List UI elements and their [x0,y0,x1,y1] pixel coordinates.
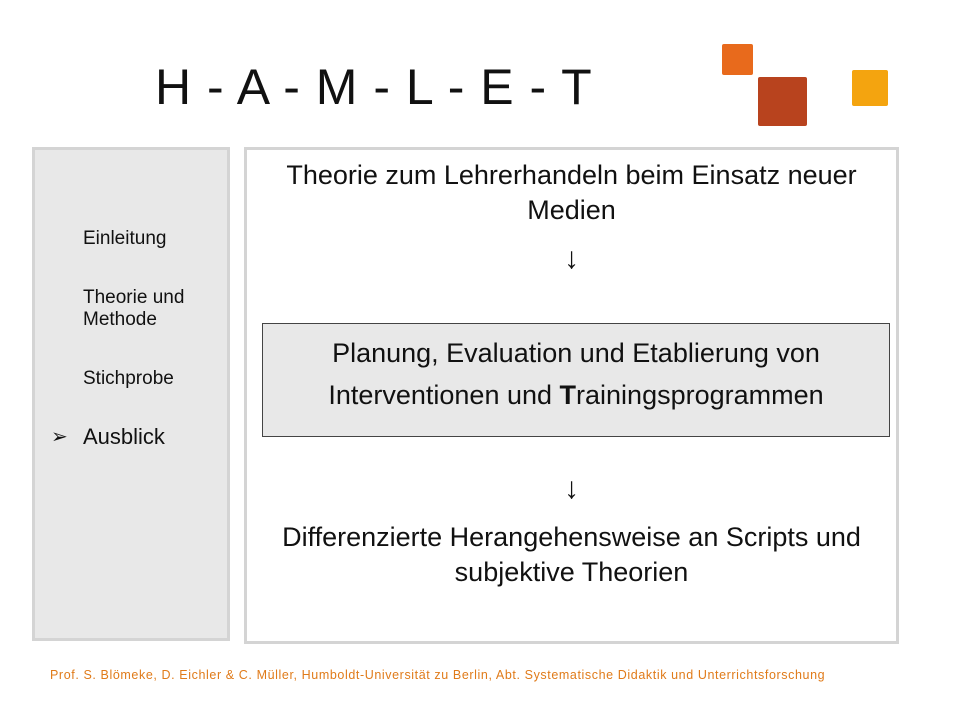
content-theory-text: Theorie zum Lehrerhandeln beim Einsatz neuer Medien [286,160,857,225]
sidebar-item-theorie-und-methode[interactable]: Theorie und Methode [83,287,185,330]
logo-square-large [758,77,807,126]
highlight-line-2-end: rainingsprogrammen [576,380,824,410]
sidebar-item-stichprobe[interactable]: Stichprobe [83,368,174,389]
sidebar-item-einleitung[interactable]: Einleitung [83,228,167,249]
footer-credits: Prof. S. Blömeke, D. Eichler & C. Müller, Humboldt-Universität zu Berlin, Abt. Systematische Didaktik und Unterrichtsforschung [50,668,826,682]
highlight-box [262,323,890,437]
sidebar-item-ausblick[interactable]: Ausblick [83,424,165,449]
highlight-line-1: Planung, Evaluation und Etablierung von [332,338,820,368]
arrow-down-icon: ↓ [564,242,579,275]
logo-square-medium [852,70,888,106]
content-conclusion-text: Differenzierte Herangehensweise an Scripts und subjektive Theorien [282,522,861,587]
arrow-bullet-icon: ➢ [51,426,68,448]
logo-square-small [722,44,753,75]
sidebar-navigation [32,147,230,641]
slide-title: H - A - M - L - E - T [155,59,593,115]
highlight-line-2-start: Interventionen und [328,380,560,410]
arrow-down-icon: ↓ [564,472,579,505]
content-panel [244,147,899,644]
highlight-line-2 [263,380,889,411]
highlight-bold-letter: T [559,380,577,410]
